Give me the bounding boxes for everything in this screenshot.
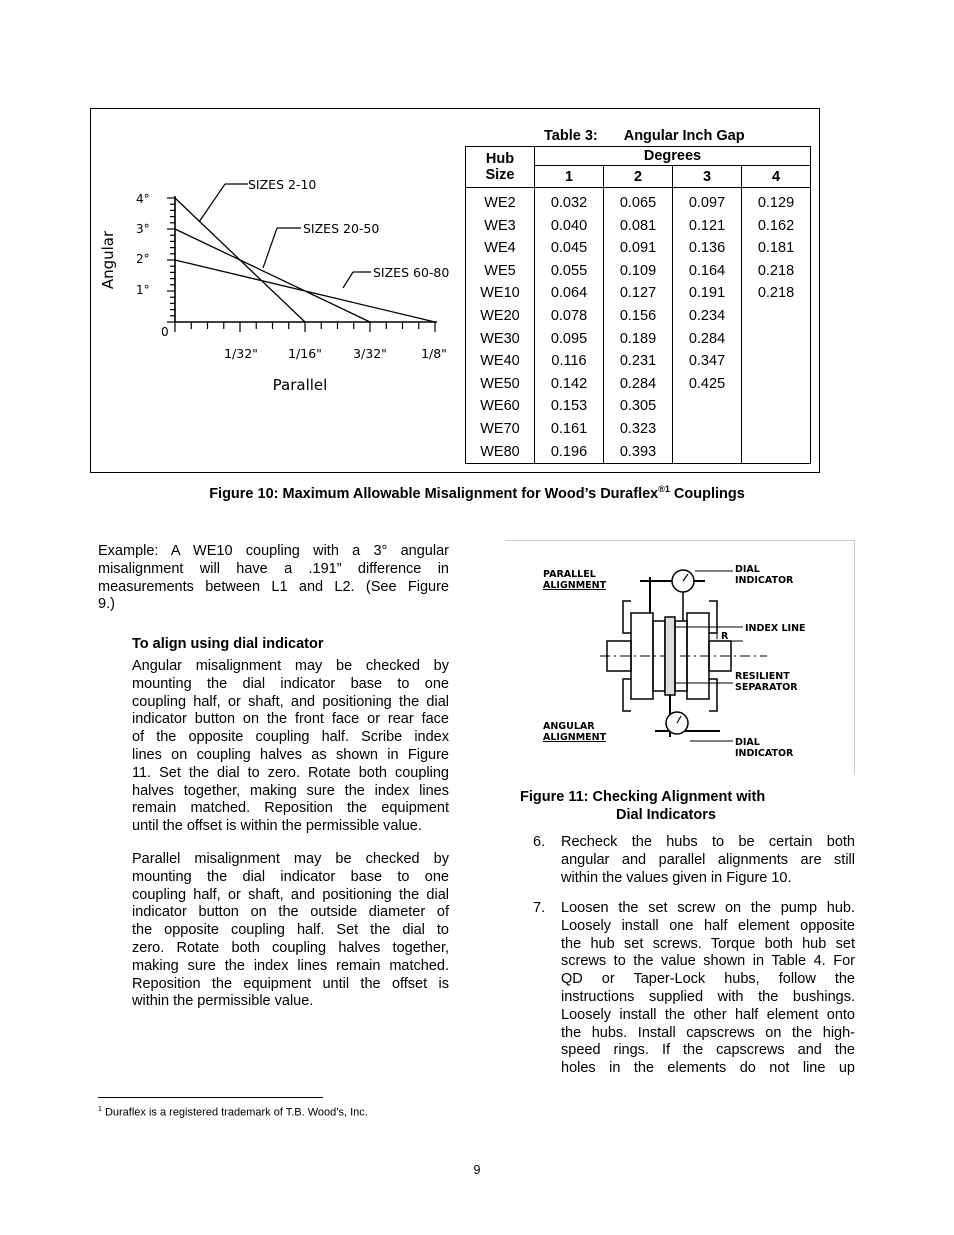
figure-11-caption-line1: Figure 11: Checking Alignment with — [520, 789, 766, 805]
hub-size-cell: WE4 — [466, 237, 535, 260]
gap-value-cell — [673, 418, 742, 441]
x-tick-label-1-32: 1/32" — [224, 346, 258, 361]
gap-value-cell: 0.162 — [742, 215, 811, 238]
gap-value-cell: 0.045 — [535, 237, 604, 260]
text-line: Reposition the equipment until the offset is — [132, 975, 449, 992]
misalignment-chart — [95, 172, 460, 402]
gap-value-cell: 0.078 — [535, 305, 604, 328]
angular-misalignment-paragraph — [132, 658, 449, 836]
text-line: mounting the dial indicator base to one — [132, 675, 449, 692]
text-line: until the offset is within the permissible value. — [132, 818, 422, 835]
table-row — [466, 188, 811, 215]
hub-size-cell: WE30 — [466, 328, 535, 351]
table-row — [466, 282, 811, 305]
hub-size-cell: WE80 — [466, 441, 535, 464]
gap-value-cell — [742, 328, 811, 351]
gap-value-cell: 0.153 — [535, 395, 604, 418]
label-resilient-1: RESILIENT — [735, 671, 790, 682]
gap-value-cell — [742, 395, 811, 418]
gap-value-cell: 0.218 — [742, 260, 811, 283]
table-row — [466, 441, 811, 464]
label-parallel-2: ALIGNMENT — [543, 580, 607, 591]
gap-value-cell: 0.116 — [535, 350, 604, 373]
label-parallel-1: PARALLEL — [543, 569, 596, 580]
text-line: halves together, making sure the index lines — [132, 782, 449, 799]
text-line: misalignment will have a .191” difference in — [98, 560, 449, 577]
gap-value-cell: 0.055 — [535, 260, 604, 283]
gap-value-cell: 0.181 — [742, 237, 811, 260]
y-tick-label-4: 4° — [136, 192, 150, 206]
hub-header-line1: Hub — [485, 151, 515, 167]
label-dial-bottom-2: INDICATOR — [735, 748, 794, 759]
gap-value-cell: 0.156 — [604, 305, 673, 328]
hub-size-cell: WE3 — [466, 215, 535, 238]
x-tick-label-1-16: 1/16" — [288, 346, 322, 361]
text-line: the hub set screws. Torque both hub set — [561, 935, 855, 952]
dial-indicator-heading: To align using dial indicator — [132, 636, 324, 652]
gap-value-cell: 0.164 — [673, 260, 742, 283]
degrees-header: Degrees — [535, 147, 811, 166]
degree-col-3: 3 — [673, 166, 742, 188]
text-line: Angular misalignment may be checked by — [132, 658, 449, 674]
label-resilient-2: SEPARATOR — [735, 682, 798, 693]
gap-value-cell: 0.347 — [673, 350, 742, 373]
gap-value-cell: 0.234 — [673, 305, 742, 328]
table-caption-title: Angular Inch Gap — [623, 128, 745, 144]
text-line: Loosen the set screw on the pump hub. — [561, 900, 855, 916]
label-angular-2: ALIGNMENT — [543, 732, 607, 743]
text-line: of the opposite coupling half. Scribe index — [132, 729, 449, 746]
table-row — [466, 395, 811, 418]
gap-value-cell: 0.127 — [604, 282, 673, 305]
footnote-marker: 1 — [98, 1106, 102, 1113]
hub-size-cell: WE70 — [466, 418, 535, 441]
hub-size-cell: WE5 — [466, 260, 535, 283]
gap-value-cell: 0.218 — [742, 282, 811, 305]
table-row — [466, 215, 811, 238]
dial-indicator-diagram — [505, 540, 855, 775]
text-line: measurements between L1 and L2. (See Figure — [98, 578, 449, 595]
hub-size-cell: WE20 — [466, 305, 535, 328]
text-line: Example: A WE10 coupling with a 3° angular — [98, 543, 449, 559]
gap-value-cell: 0.129 — [742, 188, 811, 215]
gap-value-cell: 0.136 — [673, 237, 742, 260]
text-line: mounting the dial indicator base to one — [132, 868, 449, 885]
text-line: QD or Taper-Lock hubs, follow the — [561, 971, 855, 988]
text-line: angular and parallel alignments are still — [561, 851, 855, 868]
callout-line-2-10-diag — [199, 184, 225, 222]
text-line: within the permissible value. — [132, 993, 314, 1010]
text-line: lines on coupling halves as shown in Figure — [132, 746, 449, 763]
footnote-divider — [98, 1097, 323, 1098]
chart-xlabel: Parallel — [272, 376, 328, 394]
gap-value-cell: 0.393 — [604, 441, 673, 464]
series-line-1 — [175, 229, 370, 322]
text-line: within the values given in Figure 10. — [561, 869, 792, 886]
gap-value-cell: 0.284 — [604, 373, 673, 396]
degree-col-2: 2 — [604, 166, 673, 188]
text-line: Loosely install one half element opposite — [561, 917, 855, 934]
gap-value-cell: 0.040 — [535, 215, 604, 238]
table-caption — [544, 128, 745, 144]
degree-col-1: 1 — [535, 166, 604, 188]
gap-value-cell: 0.305 — [604, 395, 673, 418]
gap-value-cell: 0.091 — [604, 237, 673, 260]
series-label-2-10: SIZES 2-10 — [248, 177, 317, 192]
gap-value-cell: 0.161 — [535, 418, 604, 441]
gap-value-cell — [673, 395, 742, 418]
text-line: holes in the elements do not line up — [561, 1060, 855, 1077]
text-line: indicator button on the front face or rear face — [132, 711, 449, 728]
label-index-line: INDEX LINE — [745, 623, 806, 634]
gap-value-cell: 0.064 — [535, 282, 604, 305]
table-row — [466, 260, 811, 283]
text-line: zero. Rotate both coupling halves together, — [132, 939, 449, 956]
gap-value-cell: 0.323 — [604, 418, 673, 441]
gap-value-cell: 0.097 — [673, 188, 742, 215]
gap-value-cell — [742, 373, 811, 396]
hub-size-header — [466, 147, 535, 188]
x-tick-label-1-8: 1/8" — [421, 346, 447, 361]
y-tick-label-3: 3° — [136, 222, 150, 236]
angular-gap-table — [465, 146, 811, 464]
table-caption-label: Table 3: — [544, 128, 598, 144]
figure-11-caption-line2: Dial Indicators — [616, 806, 716, 823]
text-line: the opposite coupling half. Set the dial to — [132, 922, 449, 939]
figure-10-caption-main: Figure 10: Maximum Allowable Misalignment for Wood’s Duraflex — [209, 485, 659, 502]
gap-value-cell — [742, 305, 811, 328]
text-line: coupling half, or shaft, and positioning the dial — [132, 693, 449, 710]
text-line: 11. Set the dial to zero. Rotate both coupling — [132, 764, 449, 781]
text-line: coupling half, or shaft, and positioning the dial — [132, 886, 449, 903]
gap-value-cell — [742, 418, 811, 441]
figure-11-caption — [520, 789, 765, 825]
hub-size-cell: WE40 — [466, 350, 535, 373]
gap-value-cell: 0.065 — [604, 188, 673, 215]
gap-value-cell: 0.142 — [535, 373, 604, 396]
x-tick-label-3-32: 3/32" — [353, 346, 387, 361]
text-line: Recheck the hubs to be certain both — [561, 834, 855, 850]
gap-value-cell — [742, 350, 811, 373]
callout-line-20-50-diag — [263, 228, 277, 268]
text-line: Loosely install the other half element onto — [561, 1006, 855, 1023]
hub-size-cell: WE10 — [466, 282, 535, 305]
label-dial-top-1: DIAL — [735, 564, 760, 575]
gap-value-cell: 0.121 — [673, 215, 742, 238]
text-line: speed rings. If the capscrews and the — [561, 1042, 855, 1059]
label-dial-bottom-1: DIAL — [735, 737, 760, 748]
table-row — [466, 373, 811, 396]
y-tick-label-1: 1° — [136, 283, 150, 297]
chart-ylabel: Angular — [99, 230, 117, 290]
gap-value-cell: 0.032 — [535, 188, 604, 215]
y-tick-label-2: 2° — [136, 252, 150, 266]
footnote — [98, 1106, 368, 1119]
gap-value-cell: 0.231 — [604, 350, 673, 373]
table-row — [466, 237, 811, 260]
example-paragraph — [98, 543, 449, 614]
gap-value-cell: 0.109 — [604, 260, 673, 283]
text-line: remain matched. Reposition the equipment — [132, 800, 449, 817]
gap-value-cell — [673, 441, 742, 464]
list-number: 6. — [533, 834, 546, 850]
text-line: 9.) — [98, 596, 115, 613]
table-row — [466, 305, 811, 328]
label-r: R — [721, 631, 729, 642]
figure-10-caption — [0, 484, 954, 502]
page-number: 9 — [473, 1163, 481, 1177]
text-line: the hubs. Install capscrews on the high- — [561, 1024, 855, 1041]
hub-header-line2: Size — [485, 167, 515, 183]
label-angular-1: ANGULAR — [543, 721, 595, 732]
table-row — [466, 328, 811, 351]
text-line: Parallel misalignment may be checked by — [132, 851, 449, 867]
y-tick-label-0: 0 — [161, 325, 169, 339]
gap-value-cell: 0.191 — [673, 282, 742, 305]
gap-value-cell: 0.095 — [535, 328, 604, 351]
text-line: making sure the index lines remain matched. — [132, 957, 449, 974]
gap-value-cell: 0.284 — [673, 328, 742, 351]
table-row — [466, 350, 811, 373]
series-label-60-80: SIZES 60-80 — [373, 265, 450, 280]
degree-col-4: 4 — [742, 166, 811, 188]
footnote-text: Duraflex is a registered trademark of T.B. Wood’s, Inc. — [101, 1106, 368, 1119]
table-row — [466, 418, 811, 441]
list-number: 7. — [533, 900, 546, 916]
gap-value-cell: 0.081 — [604, 215, 673, 238]
figure-10-caption-sup: ®1 — [658, 484, 670, 494]
hub-size-cell: WE60 — [466, 395, 535, 418]
gap-value-cell: 0.196 — [535, 441, 604, 464]
hub-size-cell: WE2 — [466, 188, 535, 215]
text-line: instructions supplied with the bushings. — [561, 988, 855, 1005]
label-dial-top-2: INDICATOR — [735, 575, 794, 586]
callout-line-60-80-diag — [343, 272, 353, 288]
parallel-misalignment-paragraph — [132, 851, 449, 1011]
gap-value-cell — [742, 441, 811, 464]
gap-value-cell: 0.425 — [673, 373, 742, 396]
hub-size-cell: WE50 — [466, 373, 535, 396]
text-line: screws to the value shown in Table 4. For — [561, 953, 855, 970]
figure-10-caption-end: Couplings — [669, 485, 745, 502]
gap-value-cell: 0.189 — [604, 328, 673, 351]
text-line: indicator button on the outside diameter of — [132, 904, 449, 921]
series-label-20-50: SIZES 20-50 — [303, 221, 380, 236]
